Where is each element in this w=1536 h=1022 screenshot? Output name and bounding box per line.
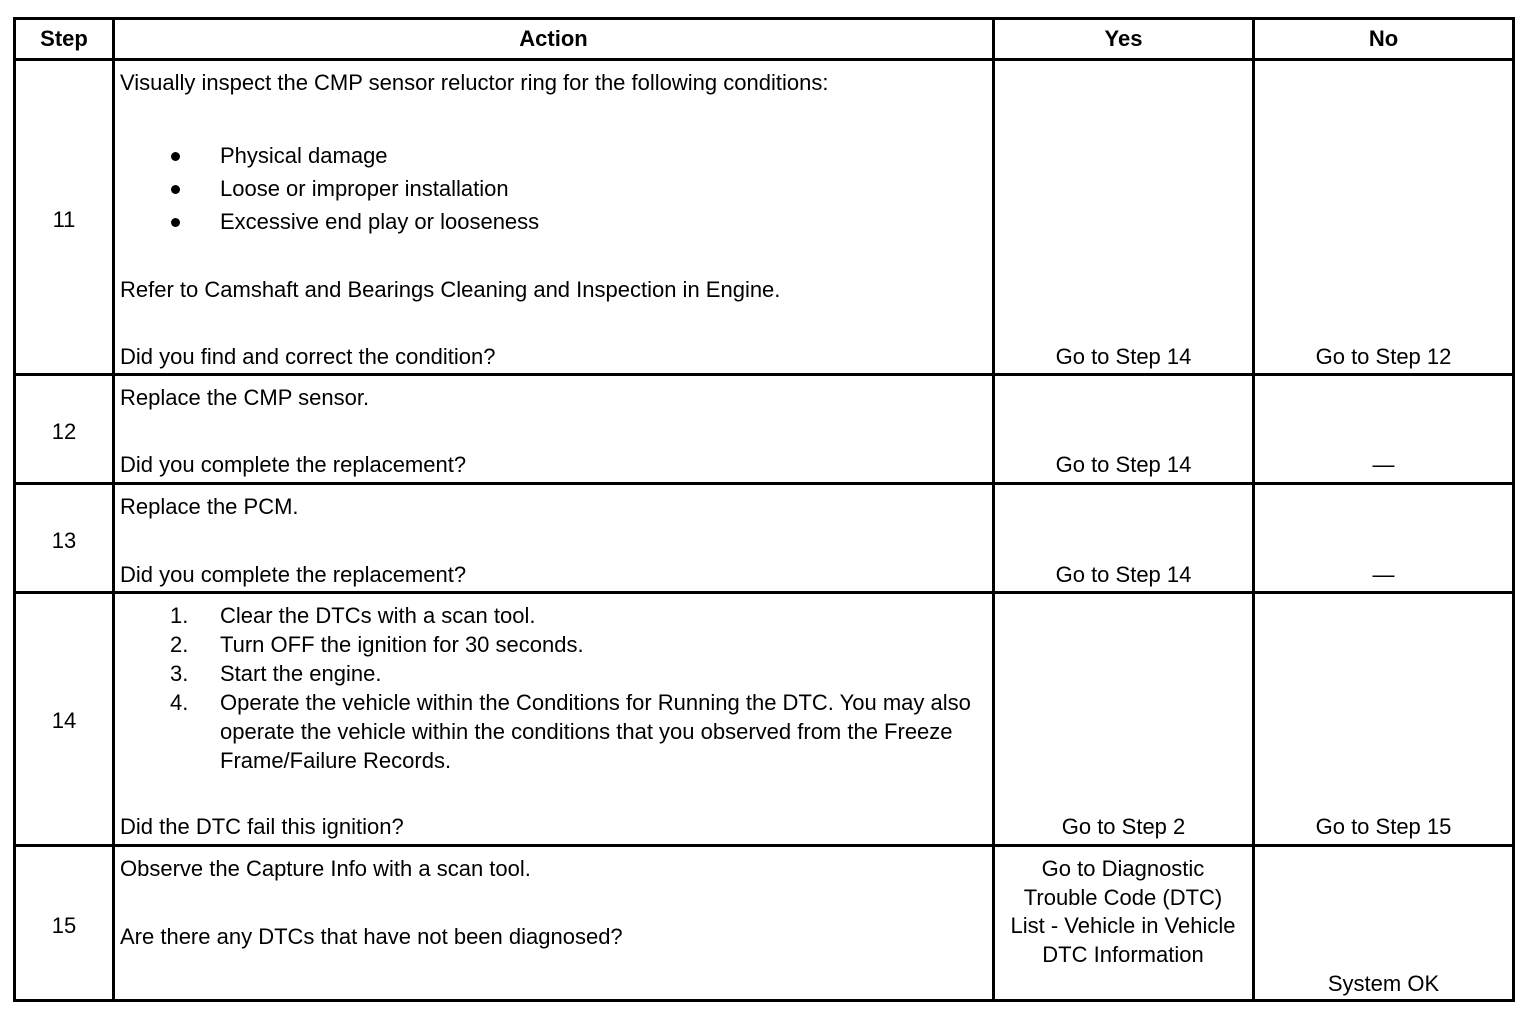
step-number: 11 bbox=[52, 207, 76, 232]
list-item: 2. Turn OFF the ignition for 30 seconds. bbox=[170, 632, 584, 657]
no-result: Go to Step 15 bbox=[1315, 814, 1452, 839]
list-number: 3. bbox=[170, 661, 189, 686]
header-step: Step bbox=[40, 26, 88, 51]
yes-result: Go to Step 14 bbox=[1055, 344, 1192, 369]
list-item: 4. Operate the vehicle within the Conditions for Running the DTC. You may also operate the vehicle within the conditions that you observed from the Freeze Frame/Failure Records. bbox=[170, 690, 971, 773]
header-action: Action bbox=[519, 26, 588, 51]
yes-result: Go to Step 14 bbox=[1055, 562, 1192, 587]
list-item: Loose or improper installation bbox=[120, 172, 539, 205]
col-divider-step bbox=[112, 20, 115, 999]
header-no: No bbox=[1368, 26, 1399, 51]
yes-result: Go to Step 2 bbox=[1061, 814, 1186, 839]
condition-list bbox=[120, 139, 539, 238]
header-divider bbox=[16, 58, 1512, 61]
action-reference: Refer to Camshaft and Bearings Cleaning and Inspection in Engine. bbox=[120, 277, 781, 302]
yes-result: Go to Diagnostic Trouble Code (DTC) List - Vehicle in Vehicle DTC Information bbox=[1010, 856, 1236, 967]
action-question: Did the DTC fail this ignition? bbox=[120, 814, 404, 839]
yes-result: Go to Step 14 bbox=[1055, 452, 1192, 477]
col-divider-action bbox=[992, 20, 995, 999]
action-question: Did you complete the replacement? bbox=[120, 562, 467, 587]
diagnostic-table bbox=[13, 17, 1515, 1002]
row-divider-13 bbox=[16, 591, 1512, 594]
step-number: 13 bbox=[51, 528, 77, 553]
list-item: 3. Start the engine. bbox=[170, 661, 382, 686]
no-result: System OK bbox=[1327, 971, 1440, 996]
no-result: — bbox=[1372, 452, 1395, 477]
action-question: Are there any DTCs that have not been diagnosed? bbox=[120, 924, 623, 949]
step-number: 12 bbox=[51, 419, 77, 444]
action-intro: Replace the PCM. bbox=[120, 494, 299, 519]
action-intro: Observe the Capture Info with a scan tool. bbox=[120, 856, 531, 881]
action-question: Did you complete the replacement? bbox=[120, 452, 467, 477]
bullet-icon bbox=[171, 152, 180, 161]
row-divider-12 bbox=[16, 482, 1512, 485]
step-number: 15 bbox=[51, 913, 77, 938]
list-item: Excessive end play or looseness bbox=[120, 205, 539, 238]
action-question: Did you find and correct the condition? bbox=[120, 344, 496, 369]
no-result: — bbox=[1372, 562, 1395, 587]
bullet-icon bbox=[171, 218, 180, 227]
col-divider-yes bbox=[1252, 20, 1255, 999]
list-number: 4. bbox=[170, 690, 189, 715]
bullet-icon bbox=[171, 185, 180, 194]
list-item: Physical damage bbox=[120, 139, 539, 172]
procedure-list bbox=[120, 601, 990, 775]
action-intro: Replace the CMP sensor. bbox=[120, 385, 370, 410]
no-result: Go to Step 12 bbox=[1315, 344, 1452, 369]
row-divider-14 bbox=[16, 844, 1512, 847]
header-yes: Yes bbox=[1104, 26, 1143, 51]
step-number: 14 bbox=[51, 708, 77, 733]
row-divider-11 bbox=[16, 373, 1512, 376]
list-number: 2. bbox=[170, 632, 189, 657]
action-intro: Visually inspect the CMP sensor reluctor ring for the following conditions: bbox=[120, 70, 829, 95]
list-item: 1. Clear the DTCs with a scan tool. bbox=[170, 603, 536, 628]
list-number: 1. bbox=[170, 603, 189, 628]
